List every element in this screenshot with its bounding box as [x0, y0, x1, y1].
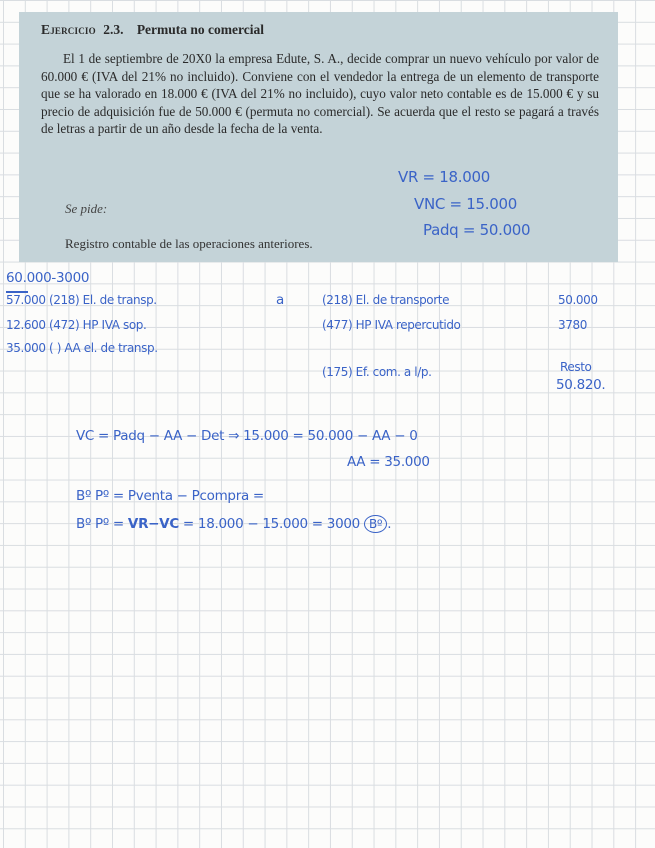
- note-vnc: VNC = 15.000: [414, 195, 517, 213]
- exercise-statement: El 1 de septiembre de 20X0 la empresa Edute, S. A., decide comprar un nuevo vehículo por valor de 60.000 € (IVA del 21% no incluido). Conviene con el vendedor la entrega de un elemento de transporte que se ha valorado en 18.000 € (IVA del 21% no incluido), cuyo valor neto contable es de 15.000 € y su precio de adquisición fue de 50.000 € (permuta no comercial). Se acuerda que el resto se pagará a través de letras a partir de un año desde la fecha de la venta.: [41, 51, 599, 137]
- formula-bp-2-end: .: [387, 516, 392, 532]
- credit-amount-2: 3780: [558, 318, 587, 332]
- registro-task: Registro contable de las operaciones anteriores.: [65, 236, 313, 251]
- debit-line-1: 57.000 (218) El. de transp.: [6, 293, 157, 307]
- note-padq: Padq = 50.000: [423, 221, 531, 239]
- debit-line-3: 35.000 ( ) AA el. de transp.: [6, 341, 158, 355]
- exercise-heading: [41, 22, 604, 38]
- formula-bp-2-suffix: = 18.000 − 15.000 = 3000: [178, 516, 360, 532]
- resto-value: 50.820.: [556, 377, 606, 393]
- journal-a: a: [276, 292, 284, 308]
- credit-amount-3: Resto: [560, 360, 592, 374]
- exercise-title: Permuta no comercial: [136, 22, 265, 37]
- credit-line-1: (218) El. de transporte: [322, 293, 450, 307]
- formula-bp-2: [76, 515, 391, 533]
- credit-line-2: (477) HP IVA repercutido: [322, 318, 461, 332]
- se-pide-label: Se pide:: [65, 201, 108, 216]
- formula-bp-2-prefix: Bº Pº =: [76, 516, 128, 532]
- credit-line-3: (175) Ef. com. a l/p.: [322, 365, 432, 379]
- formula-bp-2-bold: VR−VC: [127, 516, 179, 532]
- exercise-number: 2.3.: [103, 22, 124, 37]
- formula-bp-1: Bº Pº = Pventa − Pcompra =: [76, 488, 264, 504]
- top-calc: 60.000-3000: [6, 270, 90, 286]
- note-vr: VR = 18.000: [398, 168, 490, 186]
- exercise-label: Ejercicio: [41, 22, 96, 37]
- credit-amount-1: 50.000: [558, 293, 598, 307]
- debit-line-2: 12.600 (472) HP IVA sop.: [6, 318, 147, 332]
- formula-vc: VC = Padq − AA − Det ⇒ 15.000 = 50.000 − AA − 0: [76, 428, 418, 444]
- circled-bo: Bº: [364, 515, 387, 533]
- formula-aa: AA = 35.000: [347, 454, 430, 470]
